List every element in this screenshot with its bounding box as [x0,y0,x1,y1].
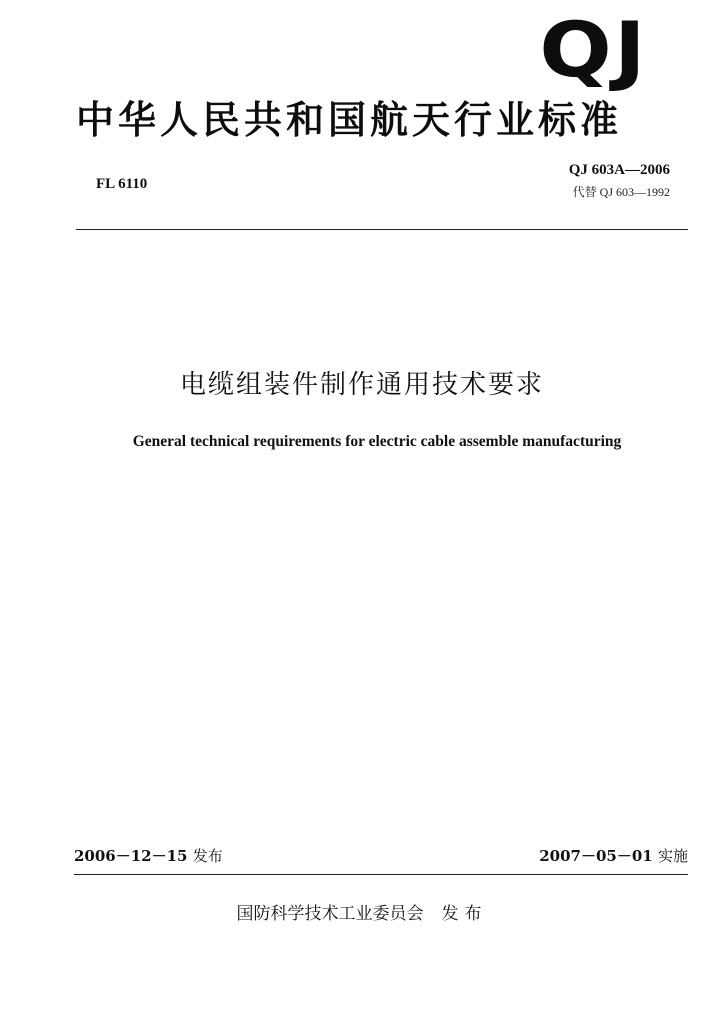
implementation-date [539,845,688,867]
classification-code: FL 6110 [96,176,148,192]
publisher-action: 发布 [441,904,488,924]
implementation-date-label: 实施 [657,847,688,865]
replaces-note: 代替 QJ 603—1992 [572,185,670,199]
standard-code: QJ 603A—2006 [568,162,670,178]
footer-divider [74,874,688,875]
issue-date [74,845,223,867]
document-title-chinese: 电缆组装件制作通用技术要求 [179,370,544,400]
issue-date-value: 2006－12－15 [74,847,188,865]
issue-date-label: 发布 [192,847,223,865]
header-divider [76,229,688,230]
document-title-english: General technical requirements for electric cable assemble manufacturing [132,433,622,450]
qj-logo: QJ [539,5,648,94]
publisher-name: 国防科学技术工业委员会 [236,904,424,924]
standard-title: 中华人民共和国航天行业标准 [76,98,623,142]
publisher [0,900,724,928]
implementation-date-value: 2007－05－01 [539,847,653,865]
